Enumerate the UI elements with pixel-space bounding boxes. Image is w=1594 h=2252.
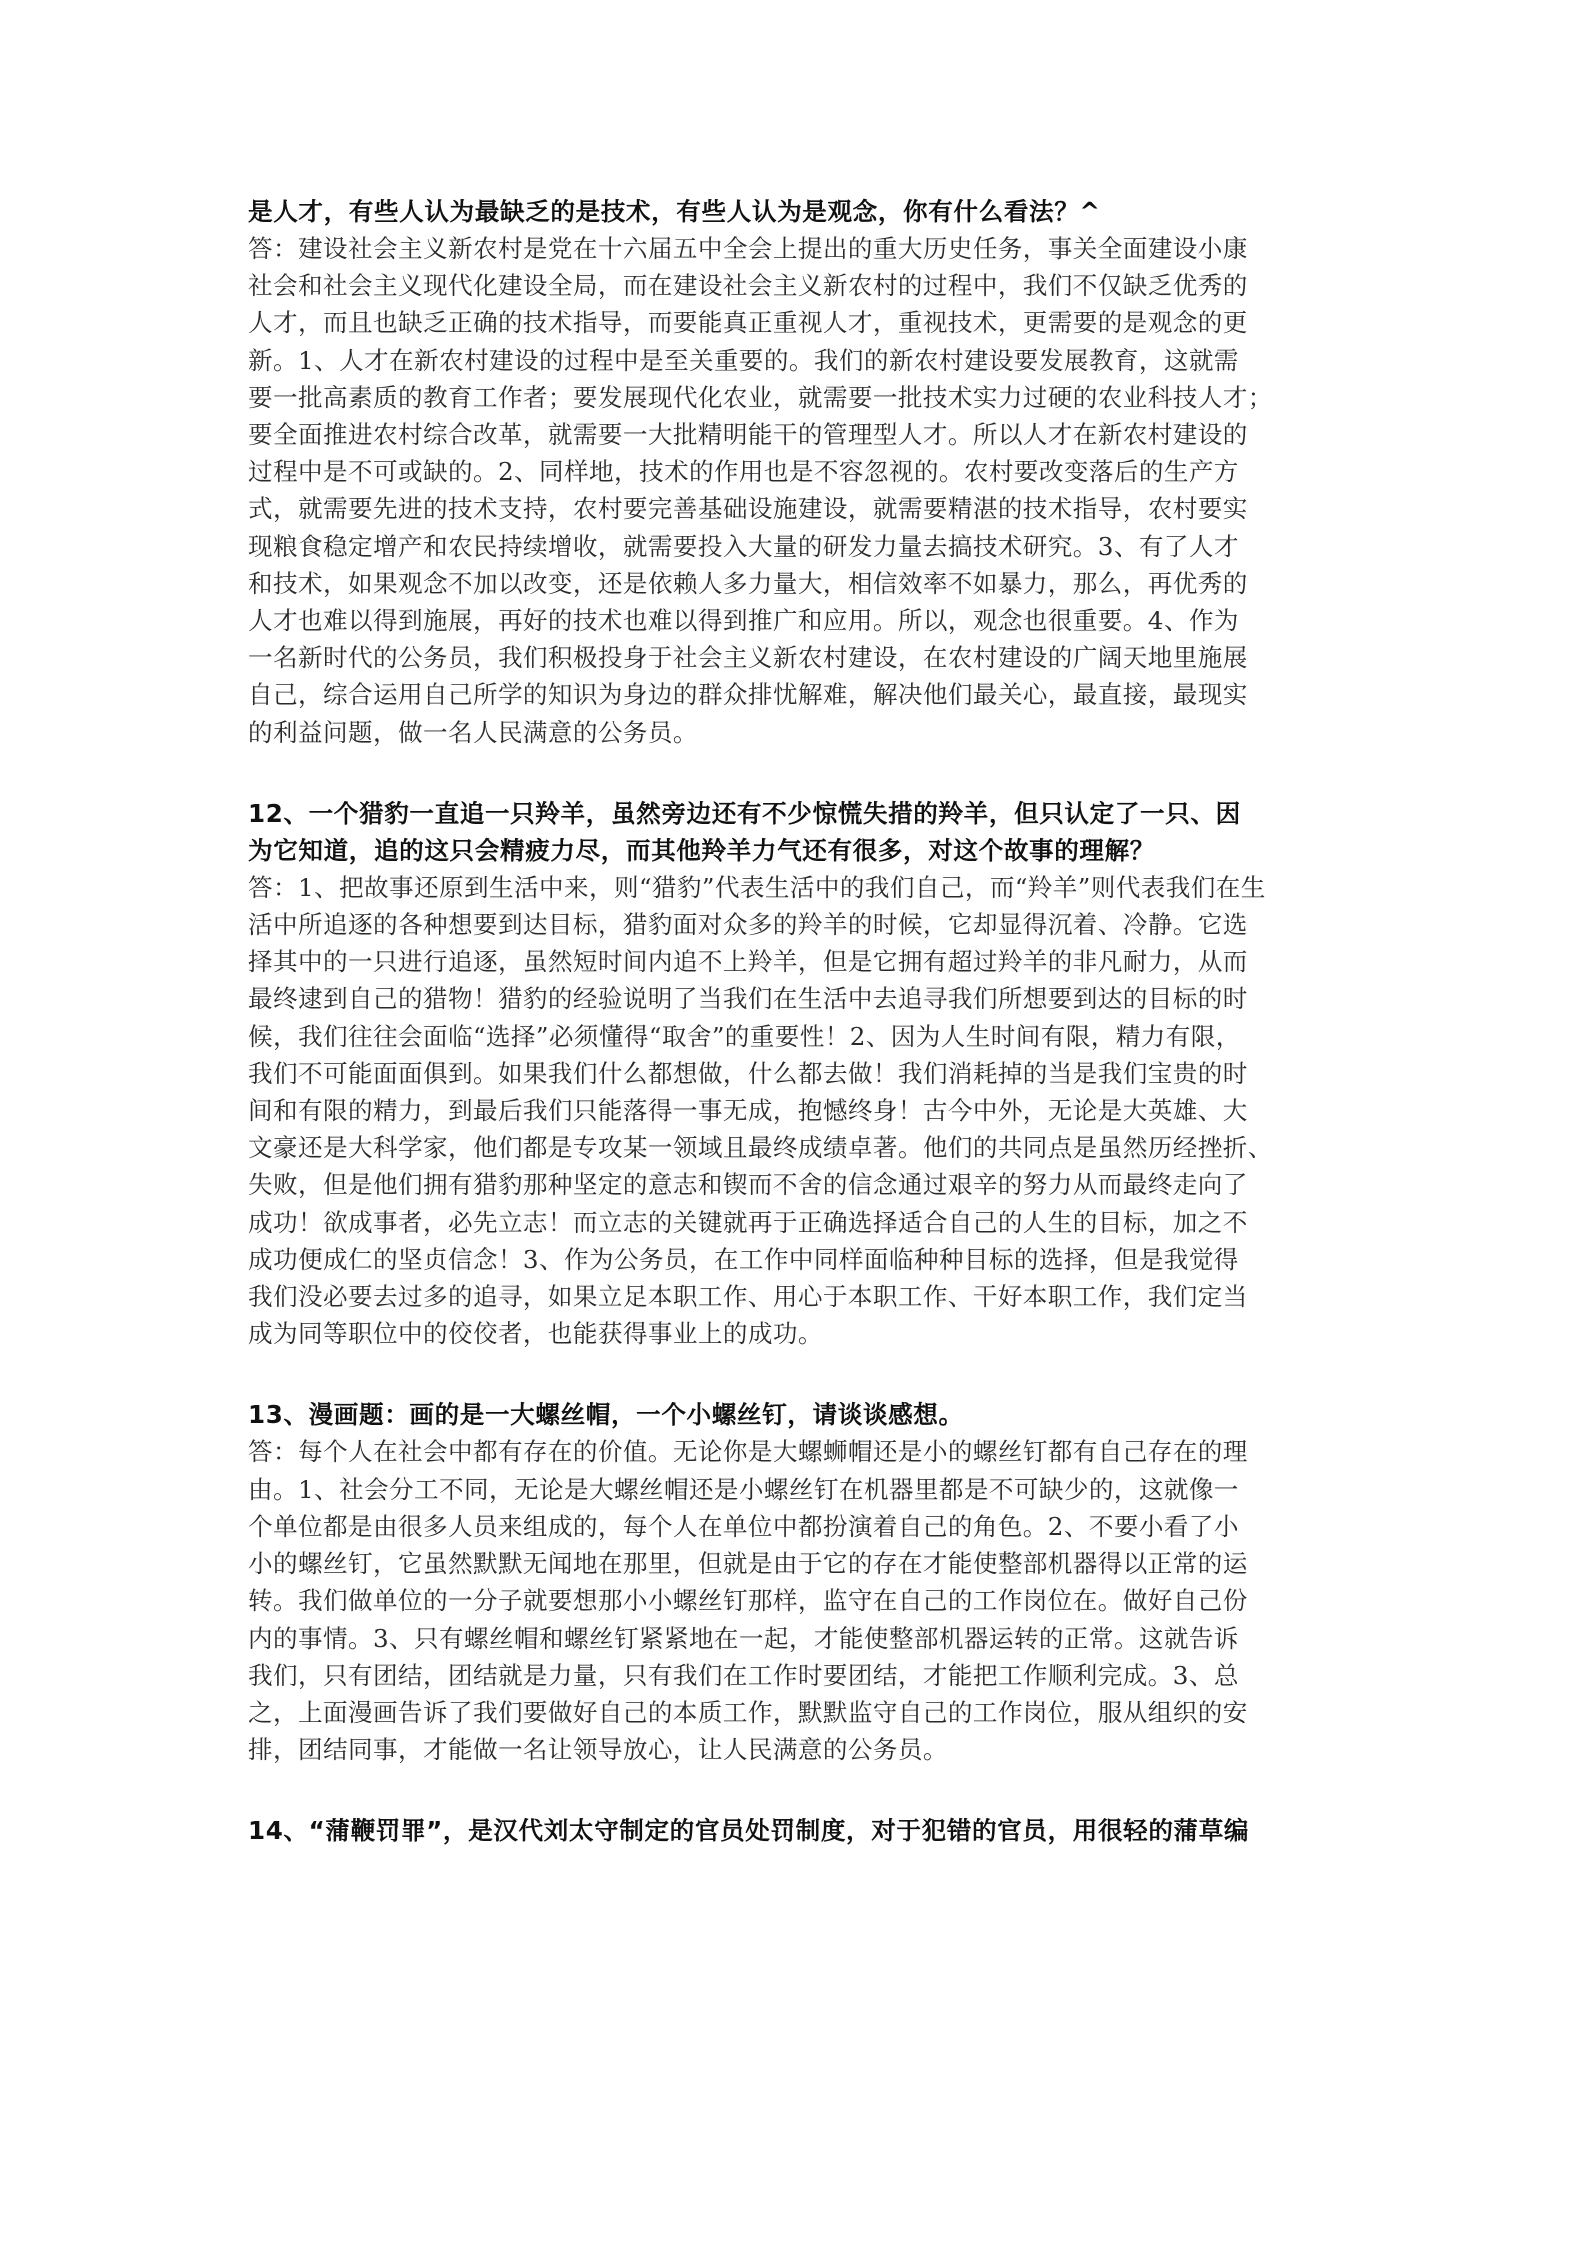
answer-line: 答：每个人在社会中都有存在的价值。无论你是大螺蛳帽还是小的螺丝钉都有自己存在的理 — [248, 1437, 1248, 1467]
answer-line: 答：1、把故事还原到生活中来，则“猎豹”代表生活中的我们自己，而“羚羊”则代表我们在生 — [248, 872, 1266, 902]
section-gap — [248, 1352, 1356, 1396]
answer-line: 人才，而且也缺乏正确的技术指导，而要能真正重视人才，重视技术，更需要的是观念的更 — [248, 308, 1248, 338]
answer-line: 现粮食稳定增产和农民持续增收，就需要投入大量的研发力量去搞技术研究。3、有了人才 — [248, 531, 1239, 561]
answer-line: 失败，但是他们拥有猎豹那种坚定的意志和锲而不舍的信念通过艰辛的努力从而最终走向了 — [248, 1170, 1248, 1200]
question-heading-line: 14、“蒲鞭罚罪”，是汉代刘太守制定的官员处罚制度，对于犯错的官员，用很轻的蒲草编 — [248, 1816, 1250, 1846]
answer-line: 最终逮到自己的猎物！猎豹的经验说明了当我们在生活中去追寻我们所想要到达的目标的时 — [248, 984, 1248, 1014]
section-3 — [248, 1396, 1356, 1768]
answer-line: 个单位都是由很多人员来组成的，每个人在单位中都扮演着自己的角色。2、不要小看了小 — [248, 1511, 1239, 1541]
answer-line: 文豪还是大科学家，他们都是专攻某一领域且最终成绩卓著。他们的共同点是虽然历经挫折、 — [248, 1133, 1273, 1163]
answer-line: 间和有限的精力，到最后我们只能落得一事无成，抱憾终身！古今中外，无论是大英雄、大 — [248, 1096, 1248, 1126]
answer-line: 转。我们做单位的一分子就要想那小小螺丝钉那样，监守在自己的工作岗位在。做好自己份 — [248, 1586, 1248, 1616]
question-heading-line: 13、漫画题：画的是一大螺丝帽，一个小螺丝钉，请谈谈感想。 — [248, 1400, 964, 1430]
answer-line: 要一批高素质的教育工作者；要发展现代化农业，就需要一批技术实力过硬的农业科技人才； — [248, 382, 1273, 412]
answer-line: 我们没必要去过多的追寻，如果立足本职工作、用心于本职工作、干好本职工作，我们定当 — [248, 1282, 1248, 1312]
answer-line: 排，团结同事，才能做一名让领导放心，让人民满意的公务员。 — [248, 1735, 948, 1765]
answer-line: 的利益问题，做一名人民满意的公务员。 — [248, 717, 698, 747]
section-2 — [248, 795, 1356, 1353]
question-heading-line: 为它知道，追的这只会精疲力尽，而其他羚羊力气还有很多，对这个故事的理解？ — [248, 835, 1155, 865]
answer-line: 要全面推进农村综合改革，就需要一大批精明能干的管理型人才。所以人才在新农村建设的 — [248, 420, 1248, 450]
answer-line: 答：建设社会主义新农村是党在十六届五中全会上提出的重大历史任务，事关全面建设小康 — [248, 234, 1248, 263]
answer-line: 我们不可能面面俱到。如果我们什么都想做，什么都去做！我们消耗掉的当是我们宝贵的时 — [248, 1058, 1248, 1088]
answer-line: 成功！欲成事者，必先立志！而立志的关键就再于正确选择适合自己的人生的目标，加之不 — [248, 1207, 1248, 1237]
answer-line: 过程中是不可或缺的。2、同样地，技术的作用也是不容忽视的。农村要改变落后的生产方 — [248, 457, 1239, 487]
answer-line: 择其中的一只进行追逐，虽然短时间内追不上羚羊，但是它拥有超过羚羊的非凡耐力，从而 — [248, 947, 1248, 977]
section-gap — [248, 1768, 1356, 1812]
answer-line: 成功便成仁的坚贞信念！3、作为公务员，在工作中同样面临种种目标的选择，但是我觉得 — [248, 1244, 1239, 1274]
answer-line: 小的螺丝钉，它虽然默默无闻地在那里，但就是由于它的存在才能使整部机器得以正常的运 — [248, 1549, 1248, 1579]
answer-line: 由。1、社会分工不同，无论是大螺丝帽还是小螺丝钉在机器里都是不可缺少的，这就像一 — [248, 1474, 1239, 1504]
answer-line: 人才也难以得到施展，再好的技术也难以得到推广和应用。所以，观念也很重要。4、作为 — [248, 606, 1239, 636]
answer-line: 之，上面漫画告诉了我们要做好自己的本质工作，默默监守自己的工作岗位，服从组织的安 — [248, 1697, 1248, 1727]
section-4 — [248, 1812, 1356, 1849]
answer-line: 活中所追逐的各种想要到达目标，猎豹面对众多的羚羊的时候，它却显得沉着、冷静。它选 — [248, 910, 1248, 940]
answer-line: 我们，只有团结，团结就是力量，只有我们在工作时要团结，才能把工作顺利完成。3、总 — [248, 1660, 1239, 1690]
answer-line: 社会和社会主义现代化建设全局，而在建设社会主义新农村的过程中，我们不仅缺乏优秀的 — [248, 271, 1248, 301]
document-body — [248, 193, 1356, 1849]
answer-line: 式，就需要先进的技术支持，农村要完善基础设施建设，就需要精湛的技术指导，农村要实 — [248, 494, 1248, 524]
answer-line: 新。1、人才在新农村建设的过程中是至关重要的。我们的新农村建设要发展教育，这就需 — [248, 345, 1239, 375]
section-1 — [248, 193, 1356, 751]
section-gap — [248, 751, 1356, 795]
answer-line: 候，我们往往会面临“选择”必须懂得“取舍”的重要性！2、因为人生时间有限，精力有限， — [248, 1021, 1241, 1051]
question-heading-line: 12、一个猎豹一直追一只羚羊，虽然旁边还有不少惊慌失措的羚羊，但只认定了一只、因 — [248, 798, 1241, 828]
answer-line: 和技术，如果观念不加以改变，还是依赖人多力量大，相信效率不如暴力，那么，再优秀的 — [248, 568, 1248, 598]
answer-line: 成为同等职位中的佼佼者，也能获得事业上的成功。 — [248, 1319, 823, 1349]
answer-line: 自己，综合运用自己所学的知识为身边的群众排忧解难，解决他们最关心，最直接，最现实 — [248, 680, 1248, 710]
question-heading-line: 是人才，有些人认为最缺乏的是技术，有些人认为是观念，你有什么看法？^ — [248, 197, 1101, 226]
answer-line: 内的事情。3、只有螺丝帽和螺丝钉紧紧地在一起，才能使整部机器运转的正常。这就告诉 — [248, 1623, 1239, 1653]
answer-line: 一名新时代的公务员，我们积极投身于社会主义新农村建设，在农村建设的广阔天地里施展 — [248, 643, 1248, 673]
